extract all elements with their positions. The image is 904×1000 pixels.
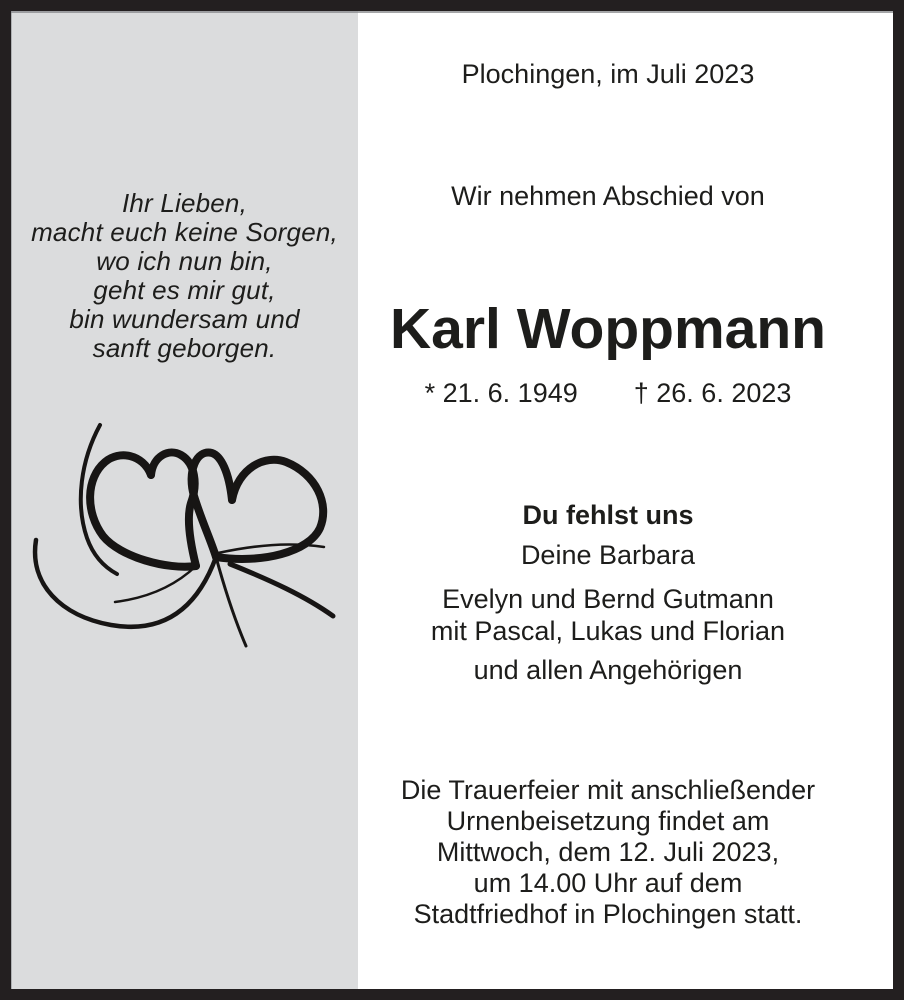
left-panel xyxy=(11,11,358,989)
poem-line: wo ich nun bin, xyxy=(96,246,273,276)
death-date: † 26. 6. 2023 xyxy=(633,378,792,408)
funeral-line: Urnenbeisetzung findet am xyxy=(446,806,770,836)
funeral-line: Mittwoch, dem 12. Juli 2023, xyxy=(436,837,780,867)
mourner-group xyxy=(358,583,858,647)
funeral-details xyxy=(358,775,858,930)
right-panel xyxy=(358,11,893,989)
poem-line: macht euch keine Sorgen, xyxy=(31,217,338,247)
deceased-name: Karl Woppmann xyxy=(390,297,826,361)
poem-line: sanft geborgen. xyxy=(92,333,277,363)
mourner-line: Evelyn und Bernd Gutmann xyxy=(442,584,774,614)
poem-line: geht es mir gut, xyxy=(93,275,276,305)
poem-line: Ihr Lieben, xyxy=(121,188,248,218)
farewell-line: Du fehlst uns xyxy=(522,500,694,530)
memorial-poem xyxy=(11,189,358,363)
funeral-line: Stadtfriedhof in Plochingen statt. xyxy=(413,899,803,929)
print-seam xyxy=(11,11,893,13)
dateline: Plochingen, im Juli 2023 xyxy=(461,59,755,89)
mourner-line: mit Pascal, Lukas und Florian xyxy=(430,616,786,646)
life-dates xyxy=(358,378,858,409)
mourner-line: Deine Barbara xyxy=(520,540,696,570)
poem-line: bin wundersam und xyxy=(69,304,300,334)
funeral-line: Die Trauerfeier mit anschließender xyxy=(400,775,816,805)
funeral-line: um 14.00 Uhr auf dem xyxy=(473,868,743,898)
hearts-illustration xyxy=(25,418,345,648)
mourner-line: und allen Angehörigen xyxy=(473,655,743,685)
intro-line: Wir nehmen Abschied von xyxy=(451,181,765,211)
birth-date: * 21. 6. 1949 xyxy=(424,378,578,408)
